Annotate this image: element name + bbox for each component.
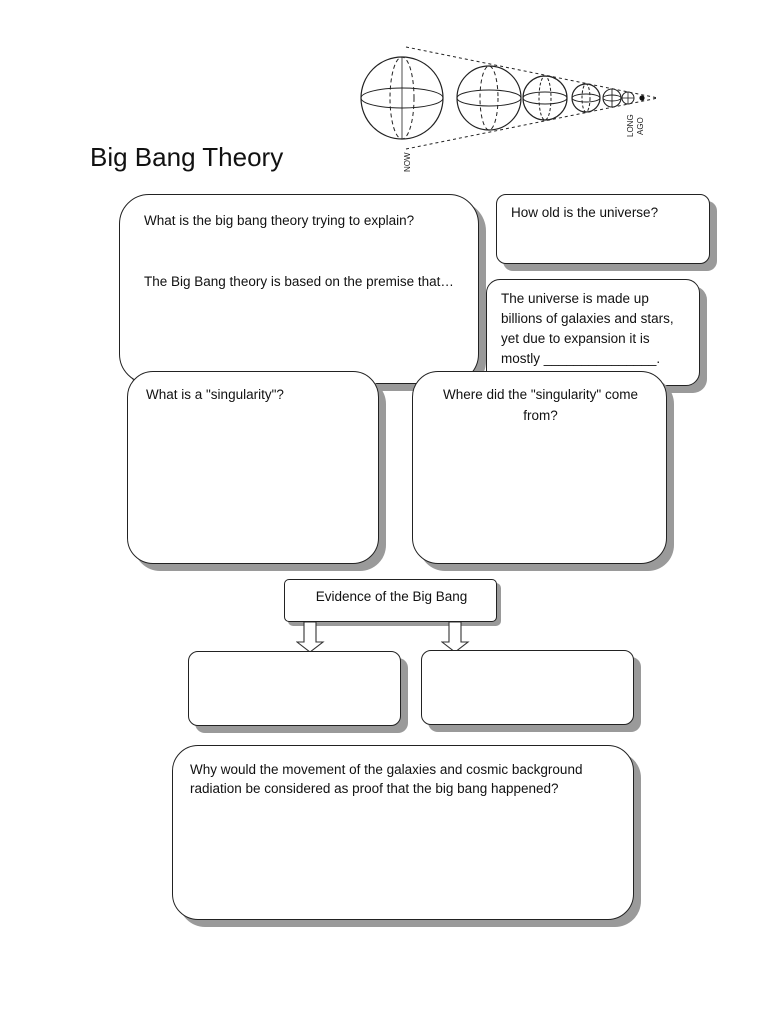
sphere-3 bbox=[523, 76, 567, 120]
page-title: Big Bang Theory bbox=[90, 142, 284, 172]
made-up-line-4: mostly _______________. bbox=[501, 351, 661, 366]
singularity-dot bbox=[639, 95, 644, 100]
age-question: How old is the universe? bbox=[511, 205, 659, 220]
evidence-header-box bbox=[284, 579, 497, 622]
universe-made-up-box[interactable] bbox=[486, 279, 700, 386]
sphere-6 bbox=[622, 92, 634, 104]
evidence-header: Evidence of the Big Bang bbox=[315, 589, 468, 604]
sphere-4 bbox=[572, 84, 600, 112]
origin-line-2: from? bbox=[523, 408, 558, 423]
expanding-universe-diagram bbox=[356, 40, 662, 178]
made-up-line-2: billions of galaxies and stars, bbox=[501, 311, 674, 326]
evidence-answer-box-2[interactable] bbox=[421, 650, 634, 725]
explain-box[interactable] bbox=[119, 194, 479, 384]
explain-question: What is the big bang theory trying to explain? bbox=[144, 213, 415, 228]
sphere-2 bbox=[457, 66, 521, 130]
sphere-5 bbox=[603, 89, 621, 107]
proof-line-2: radiation be considered as proof that the big bang happened? bbox=[190, 781, 559, 796]
singularity-question: What is a "singularity"? bbox=[146, 387, 284, 402]
premise-prompt: The Big Bang theory is based on the premise that… bbox=[144, 274, 454, 289]
age-box[interactable] bbox=[496, 194, 710, 264]
label-ago: AGO bbox=[636, 117, 645, 135]
label-now: NOW bbox=[403, 152, 412, 172]
origin-line-1: Where did the "singularity" come bbox=[443, 387, 638, 402]
proof-box[interactable] bbox=[172, 745, 634, 920]
proof-line-1: Why would the movement of the galaxies and cosmic background bbox=[190, 762, 583, 777]
made-up-line-1: The universe is made up bbox=[501, 291, 649, 306]
singularity-box[interactable] bbox=[127, 371, 379, 564]
made-up-line-3: yet due to expansion it is bbox=[501, 331, 650, 346]
evidence-answer-box-1[interactable] bbox=[188, 651, 401, 726]
sphere-now bbox=[361, 57, 443, 139]
evidence-arrow-left bbox=[296, 622, 326, 654]
singularity-origin-box[interactable] bbox=[412, 371, 667, 564]
label-long: LONG bbox=[626, 114, 635, 137]
